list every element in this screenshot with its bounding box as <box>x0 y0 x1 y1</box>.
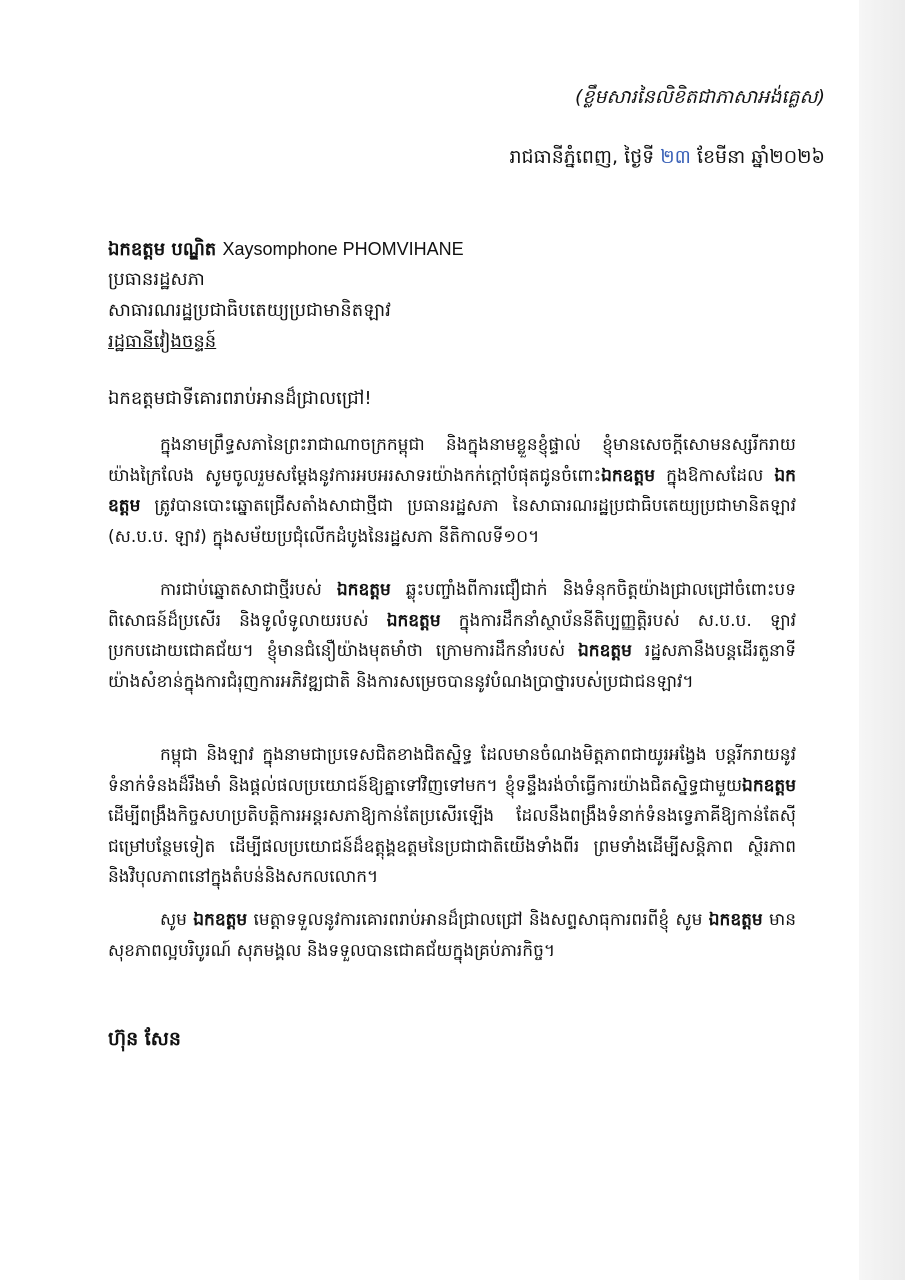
paragraph-closing <box>108 905 796 966</box>
p1-honorific-2: ឯកឧត្តម <box>108 465 796 516</box>
p4-text-c: មានសុខភាពល្អបរិបូរណ៍ សុភមង្គល និងទទួលបានជោគជ័យក្នុងគ្រប់ភារកិច្ច។ <box>108 910 796 961</box>
p3-text-b: ដើម្បីពង្រឹងកិច្ចសហប្រតិបត្តិការអន្តរសភាឱ្យកាន់តែប្រសើរឡើង ដែលនឹងពង្រឹងទំនាក់ទំនងទ្វេភាគីឱ្យកាន់តែស៊ីជម្រៅបន្ថែមទៀត ដើម្បីផលប្រយោជន៍ដ៏ឧត្តុង្គឧត្តមនៃប្រជាជាតិយើងទាំងពីរ ព្រមទាំងដើម្បីសន្តិភាព ស្ថិរភាព និងវិបុលភាពនៅក្នុងតំបន់និងសកលលោក។ <box>108 806 796 887</box>
p1-text-b: ក្នុងឱកាសដែល <box>655 465 775 486</box>
p2-honorific-2: ឯកឧត្តម <box>386 610 441 631</box>
recipient-name-line <box>108 240 464 259</box>
recipient-honorific: ឯកឧត្តម បណ្ឌិត <box>108 239 217 260</box>
dateline <box>510 148 826 167</box>
p2-text-c: ក្នុងការដឹកនាំស្ថាប័ននីតិប្បញ្ញត្តិរបស់ ស.ប.ប. ឡាវ ប្រកបដោយជោគជ័យ។ ខ្ញុំមានជំនឿយ៉ាងមុតមាំថា ក្រោមការដឹកនាំរបស់ <box>108 610 796 661</box>
p1-text-c: ត្រូវបានបោះឆ្នោតជ្រើសតាំងសាជាថ្មីជា ប្រធានរដ្ឋសភា នៃសាធារណរដ្ឋប្រជាធិបតេយ្យប្រជាមានិតឡាវ (ស.ប.ប. ឡាវ) ក្នុងសម័យប្រជុំលើកដំបូងនៃរដ្ឋសភា នីតិកាលទី១០។ <box>108 496 796 547</box>
p2-text-d: រដ្ឋសភានឹងបន្តដើរតួនាទីយ៉ាងសំខាន់ក្នុងការជំរុញការអភិវឌ្ឍជាតិ និងការសម្រេចបាននូវបំណងប្រាថ្នារបស់ប្រជាជនឡាវ។ <box>108 641 796 692</box>
recipient-country: សាធារណរដ្ឋប្រជាធិបតេយ្យប្រជាមានិតឡាវ <box>108 300 391 321</box>
paragraph-congratulations <box>108 430 796 552</box>
p2-text-a: ការជាប់ឆ្នោតសាជាថ្មីរបស់ <box>160 580 337 600</box>
paragraph-bilateral-relations <box>108 740 796 893</box>
p2-honorific-1: ឯកឧត្តម <box>336 580 391 600</box>
p2-honorific-3: ឯកឧត្តម <box>577 641 632 661</box>
page-edge-shadow <box>859 0 905 1280</box>
p4-text-a: សូម <box>160 910 194 930</box>
dateline-day: ២៣ <box>660 146 691 168</box>
recipient-city: រដ្ឋធានីវៀងចន្ទន៍ <box>108 331 217 352</box>
paragraph-re-election <box>108 575 796 697</box>
p4-text-b: មេត្តាទទួលនូវការគោរពរាប់អានដ៏ជ្រាលជ្រៅ និងសព្ទសាធុការពរពីខ្ញុំ សូម <box>247 910 709 930</box>
p1-honorific-1: ឯកឧត្តម <box>601 465 656 486</box>
p3-text-a: កម្ពុជា និងឡាវ ក្នុងនាមជាប្រទេសជិតខាងជិតស្និទ្ធ ដែលមានចំណងមិត្តភាពជាយូរអង្វែង បន្តរីករាយនូវទំនាក់ទំនងដ៏រឹងមាំ និងផ្តល់ផលប្រយោជន៍ឱ្យគ្នាទៅវិញទៅមក។ ខ្ញុំទន្ទឹងរង់ចាំធ្វើការយ៉ាងជិតស្និទ្ធជាមួយ <box>108 745 796 796</box>
recipient-name: Xaysomphone PHOMVIHANE <box>222 239 464 259</box>
dateline-suffix: ខែមីនា ឆ្នាំ២០២៦ <box>690 146 825 168</box>
translation-note: (ខ្លឹមសារនៃលិខិតជាភាសាអង់គ្លេស) <box>574 86 825 108</box>
signature-name: ហ៊ុន សែន <box>108 1028 181 1050</box>
p4-honorific-2: ឯកឧត្តម <box>708 910 763 930</box>
p1-text-a: ក្នុងនាមព្រឹទ្ធសភានៃព្រះរាជាណាចក្រកម្ពុជា និងក្នុងនាមខ្លួនខ្ញុំផ្ទាល់ ខ្ញុំមានសេចក្តីសោមនស្សរីករាយយ៉ាងក្រៃលែង សូមចូលរួមសម្តែងនូវការអបអរសាទរយ៉ាងកក់ក្តៅបំផុតជូនចំពោះ <box>108 435 796 486</box>
dateline-prefix: រាជធានីភ្នំពេញ, ថ្ងៃទី <box>509 146 661 168</box>
p2-text-b: ឆ្លុះបញ្ចាំងពីការជឿជាក់ និងទំនុកចិត្តយ៉ាងជ្រាលជ្រៅចំពោះបទពិសោធន៍ដ៏ប្រសើរ និងទូលំទូលាយរបស់ <box>108 580 796 631</box>
recipient-title: ប្រធានរដ្ឋសភា <box>108 269 205 290</box>
p3-honorific: ឯកឧត្តម <box>742 775 796 796</box>
salutation: ឯកឧត្តមជាទីគោរពរាប់អានដ៏ជ្រាលជ្រៅ! <box>108 388 372 409</box>
p4-honorific-1: ឯកឧត្តម <box>193 910 248 930</box>
